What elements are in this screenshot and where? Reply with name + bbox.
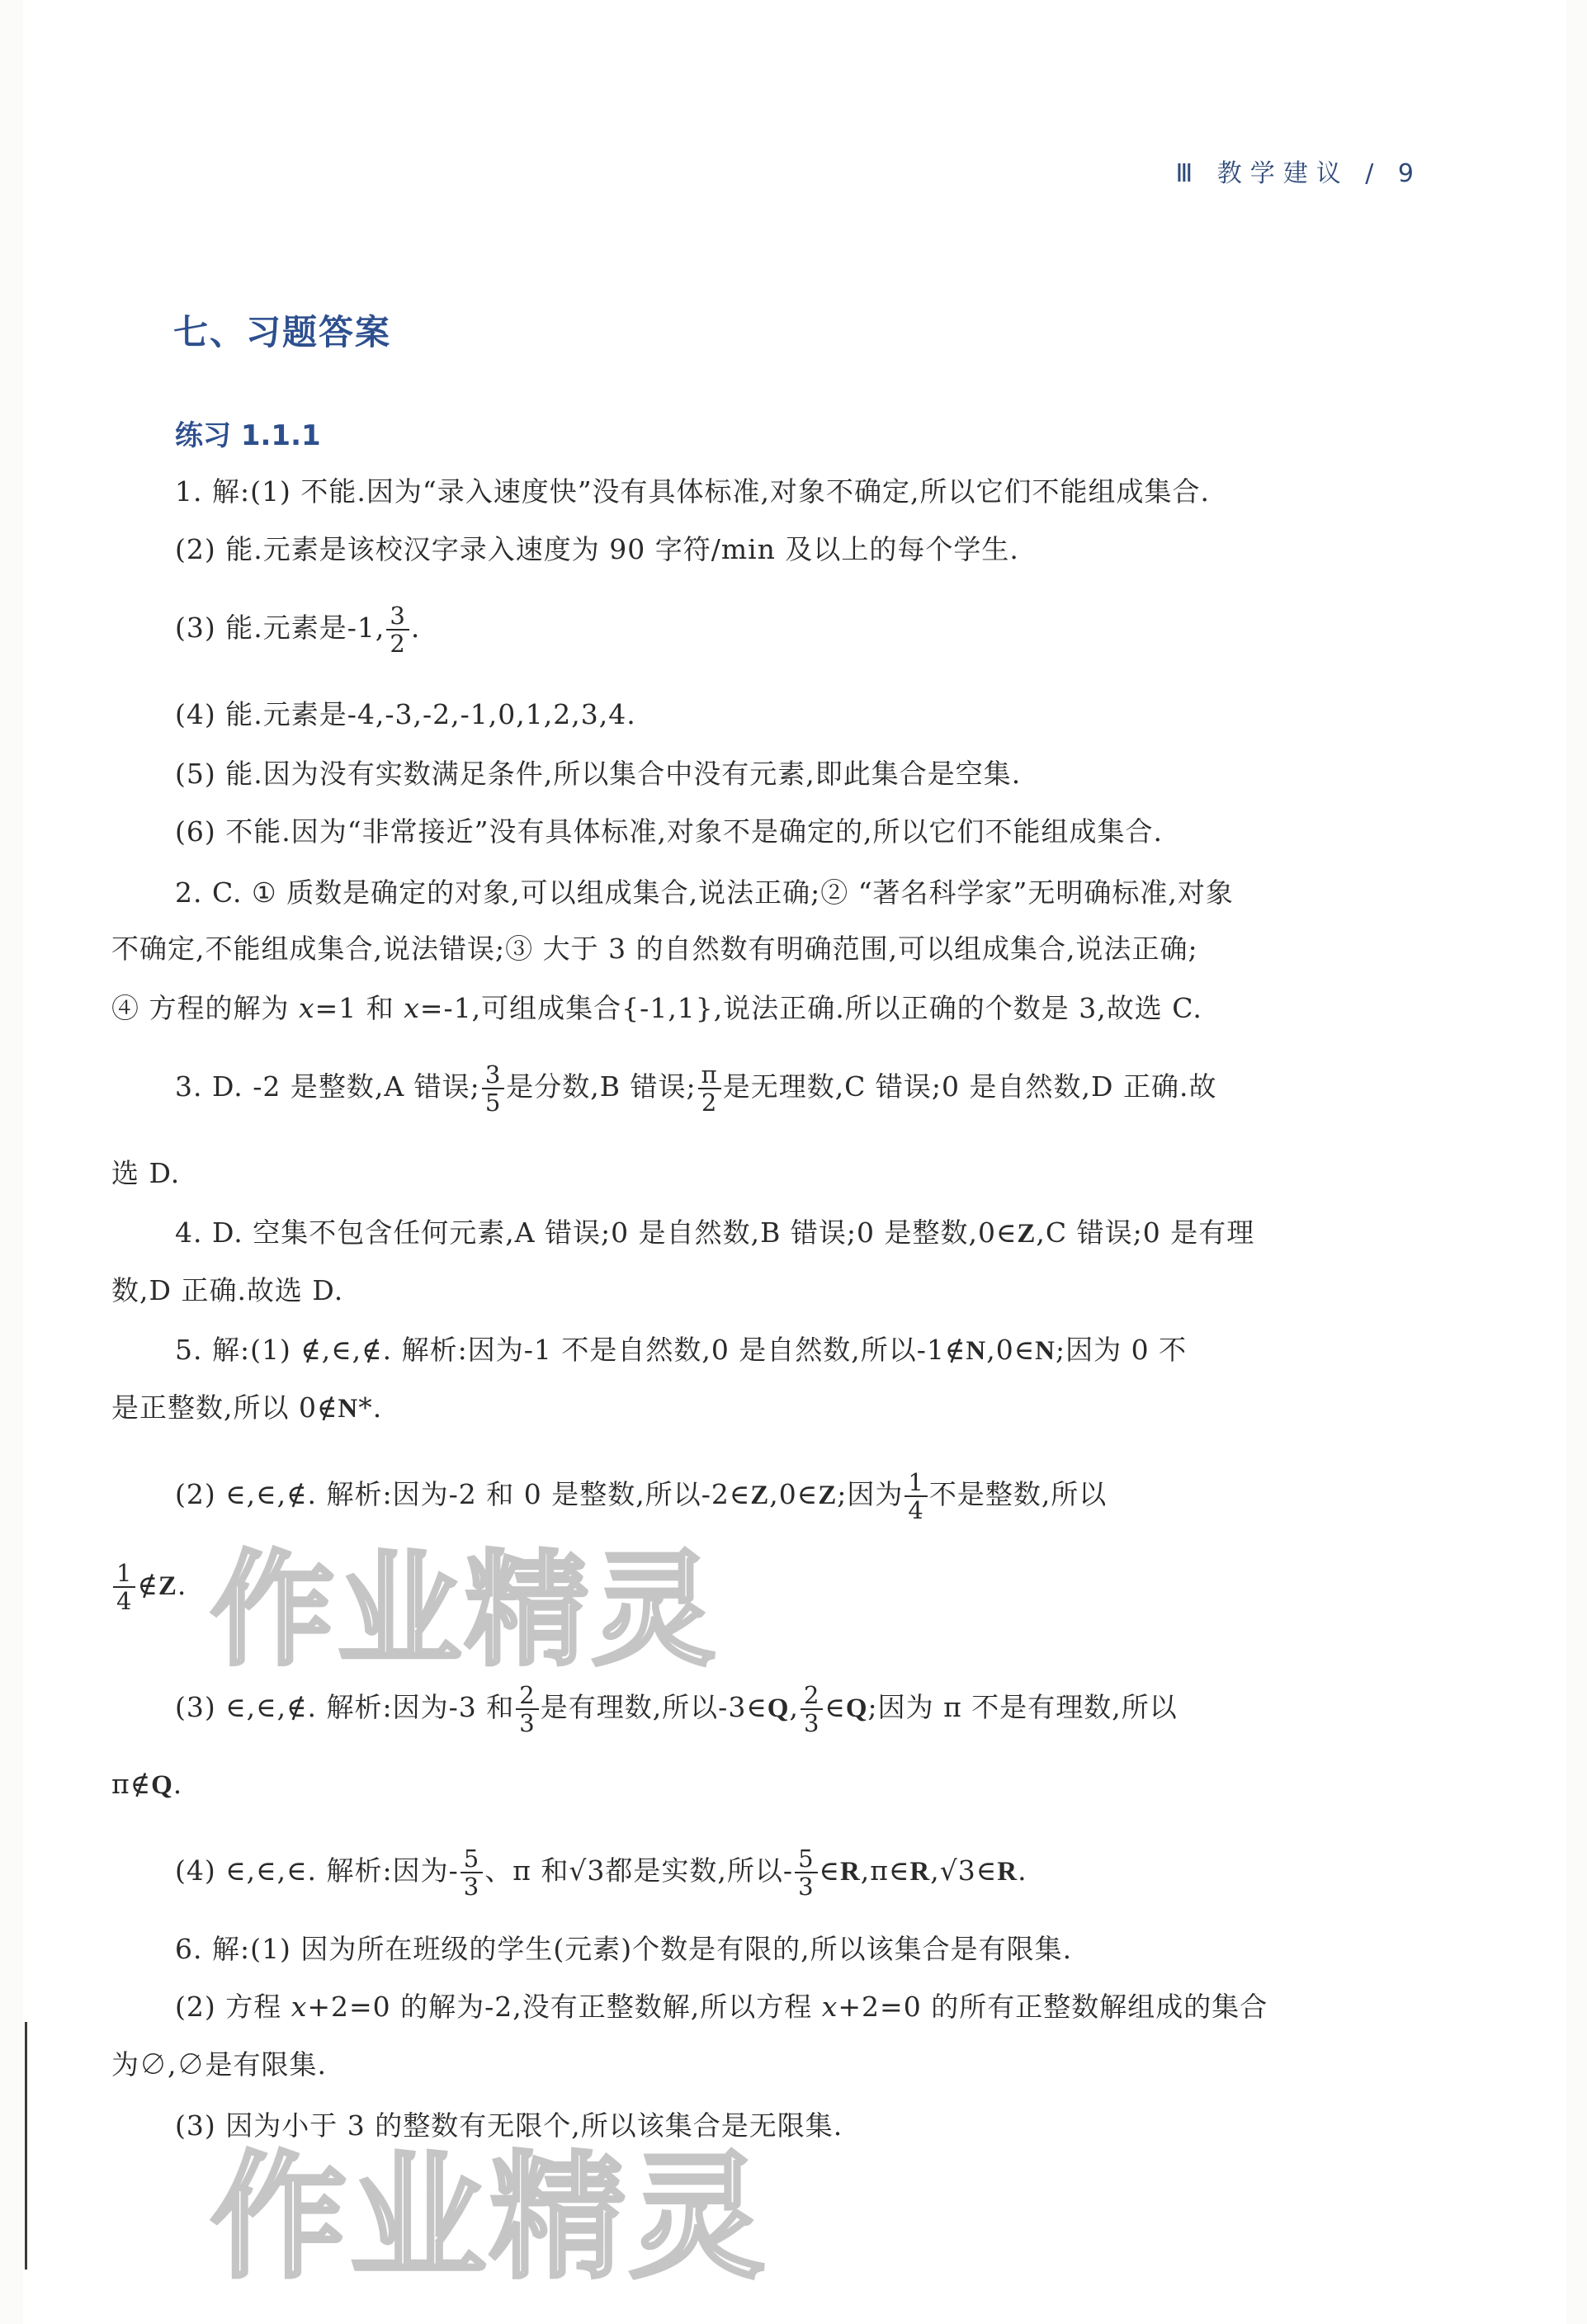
- answer-line: (4) 能.元素是-4,-3,-2,-1,0,1,2,3,4.: [175, 698, 636, 730]
- fraction: $\frac{2}{3}$: [801, 1682, 823, 1736]
- answer-line: (3) 因为小于 3 的整数有无限个,所以该集合是无限集.: [175, 2109, 843, 2142]
- answer-line: 6. 解:(1) 因为所在班级的学生(元素)个数是有限的,所以该集合是有限集.: [175, 1933, 1073, 1965]
- answer-line: 选 D.: [111, 1157, 181, 1189]
- answer-line: (4) ∈,∈,∈. 解析:因为- $\frac{5}{3}$ 、π 和√3都是实数,所以- $\frac{5}{3}$ ∈R,π∈R,√3∈R.: [175, 1845, 1027, 1901]
- fraction: $\frac{3}{5}$: [482, 1061, 504, 1116]
- sqrt-three: √3: [939, 1854, 976, 1887]
- binding-mark: [25, 2022, 27, 2270]
- sqrt-three: √3: [569, 1854, 606, 1887]
- answer-line: 是正整数,所以 0∉N*.: [111, 1391, 383, 1424]
- fraction: $\frac{1}{4}$: [113, 1560, 135, 1614]
- answer-line: 4. D. 空集不包含任何元素,A 错误;0 是自然数,B 错误;0 是整数,0∈Z,C 错误;0 是有理: [175, 1216, 1255, 1249]
- answer-line: 2. C. ① 质数是确定的对象,可以组成集合,说法正确;② “著名科学家”无明确标准,对象: [175, 876, 1234, 909]
- fraction: $\frac{\pi}{2}$: [698, 1061, 721, 1116]
- fraction: $\frac{5}{3}$: [795, 1845, 817, 1900]
- fraction: $\frac{1}{4}$: [904, 1469, 927, 1523]
- answer-line: π∉Q.: [111, 1768, 183, 1800]
- answer-line: 5. 解:(1) ∉,∈,∉. 解析:因为-1 不是自然数,0 是自然数,所以-1∉N,0∈N;因为 0 不: [175, 1334, 1188, 1366]
- answer-line: ④ 方程的解为 x=1 和 x=-1,可组成集合{-1,1},说法正确.所以正确的个数是 3,故选 C.: [111, 992, 1202, 1024]
- answer-line: (2) 能.元素是该校汉字录入速度为 90 字符/min 及以上的每个学生.: [175, 533, 1019, 565]
- answer-line: 数,D 正确.故选 D.: [111, 1274, 344, 1306]
- answer-line: (3) ∈,∈,∉. 解析:因为-3 和 $\frac{2}{3}$ 是有理数,所以-3∈Q, $\frac{2}{3}$ ∈Q;因为 π 不是有理数,所以: [175, 1681, 1178, 1737]
- answer-line: (2) 方程 x+2=0 的解为-2,没有正整数解,所以方程 x+2=0 的所有正整数解组成的集合: [175, 1991, 1268, 2023]
- running-header: Ⅲ 教学建议 / 9: [1175, 159, 1422, 188]
- answer-line: (3) 能.元素是-1, $\frac{3}{2}$ .: [175, 602, 421, 658]
- answer-line: 不确定,不能组成集合,说法错误;③ 大于 3 的自然数有明确范围,可以组成集合,说法正确;: [111, 933, 1198, 965]
- answer-line: (2) ∈,∈,∉. 解析:因为-2 和 0 是整数,所以-2∈Z,0∈Z;因为 $\frac{1}{4}$ 不是整数,所以: [175, 1468, 1108, 1524]
- fraction: $\frac{5}{3}$: [461, 1845, 483, 1900]
- section-title: 七、习题答案: [173, 312, 392, 352]
- answer-line: (6) 不能.因为“非常接近”没有具体标准,对象不是确定的,所以它们不能组成集合.: [175, 815, 1163, 848]
- fraction: $\frac{3}{2}$: [386, 602, 409, 657]
- answer-line: $\frac{1}{4}$ ∉Z.: [111, 1560, 187, 1614]
- answer-line: 1. 解:(1) 不能.因为“录入速度快”没有具体标准,对象不确定,所以它们不能组成集合.: [175, 475, 1211, 508]
- answer-line: 3. D. -2 是整数,A 错误; $\frac{3}{5}$ 是分数,B 错误; $\frac{\pi}{2}$ 是无理数,C 错误;0 是自然数,D 正确.故: [175, 1060, 1217, 1117]
- subsection-title: 练习 1.1.1: [175, 419, 321, 452]
- answer-line: 为∅,∅是有限集.: [111, 2048, 327, 2081]
- watermark: 作业精灵: [210, 2138, 768, 2297]
- watermark: 作业精灵: [210, 1539, 720, 1683]
- answer-line: (5) 能.因为没有实数满足条件,所以集合中没有元素,即此集合是空集.: [175, 758, 1022, 790]
- fraction: $\frac{2}{3}$: [516, 1682, 538, 1736]
